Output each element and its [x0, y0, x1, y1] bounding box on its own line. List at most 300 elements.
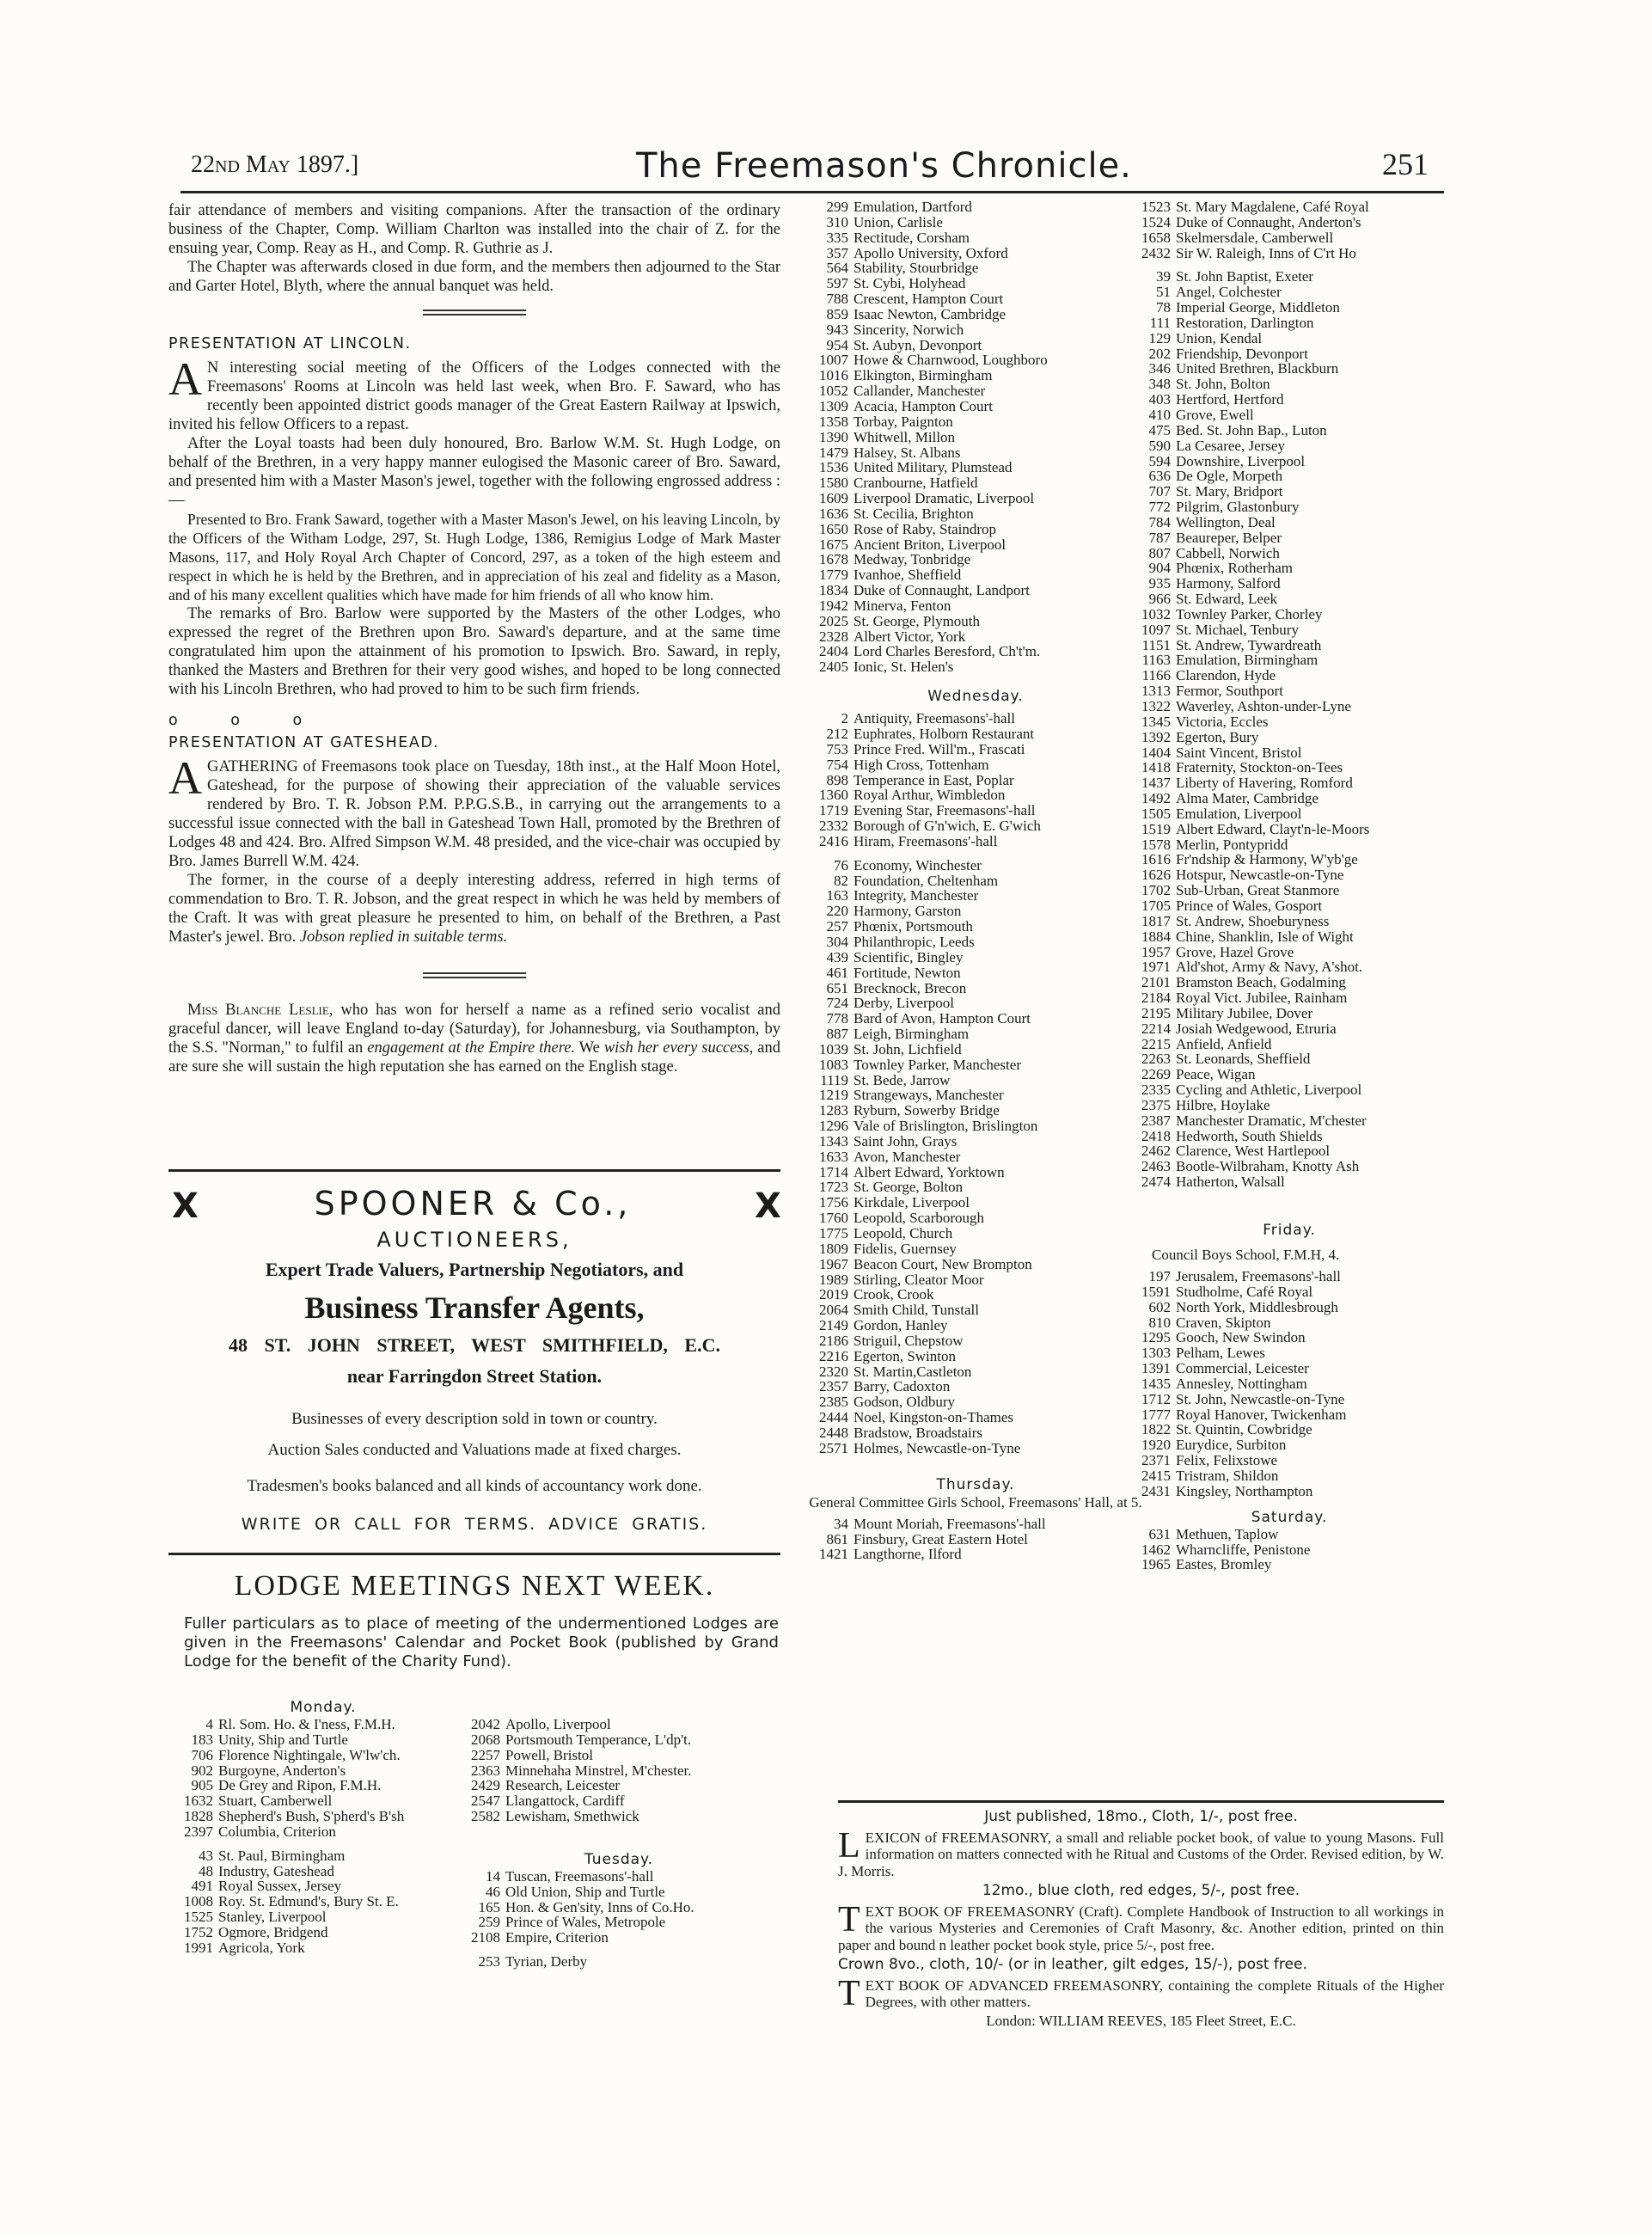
lodge-name-place: Rose of Raby, Staindrop: [854, 520, 997, 537]
lodge-name-place: De Grey and Ripon, F.M.H.: [218, 1777, 382, 1794]
lodge-entry: [804, 475, 1147, 491]
lodge-entry: [804, 430, 1147, 445]
lodge-number: 1083: [819, 1056, 848, 1073]
lodge-number: 861: [826, 1530, 848, 1548]
lodge-entry: [1126, 423, 1453, 438]
lodge-number: 1942: [819, 597, 848, 614]
lodge-entry: [1126, 775, 1453, 791]
lodge-name-place: Emulation, Birmingham: [1176, 652, 1319, 669]
lodge-entry: [804, 1073, 1147, 1088]
lodge-number: 1991: [184, 1939, 213, 1956]
lodge-number: 590: [1148, 437, 1171, 454]
lodge-number: 707: [1148, 483, 1171, 500]
lodge-entry: [804, 506, 1147, 522]
gateshead-p1: [168, 752, 780, 871]
monday-list: [168, 1717, 478, 1956]
lodge-entry: [1126, 791, 1453, 806]
lodge-entry: [1126, 929, 1453, 945]
lodge-number: 1920: [1141, 1437, 1171, 1454]
lodge-entry: [804, 659, 1147, 675]
lodge-name-place: St. George, Bolton: [854, 1179, 964, 1196]
lodge-entry: [1126, 959, 1453, 975]
lodge-name-place: Roy. St. Edmund's, Bury St. E.: [218, 1893, 399, 1910]
lodge-entry: [804, 1257, 1147, 1272]
lodge-name-place: Friendship, Devonport: [1176, 345, 1308, 362]
lodge-name-place: Egerton, Swinton: [854, 1347, 956, 1364]
lodge-name-place: Studholme, Café Royal: [1176, 1283, 1313, 1300]
lodge-entry: [804, 414, 1147, 430]
list-spacer: [456, 1946, 782, 1954]
lodge-entry: [804, 1057, 1147, 1073]
lodge-entry: [804, 818, 1147, 834]
lodge-entry: [1126, 1484, 1453, 1499]
lodge-name-place: Brecknock, Brecon: [854, 979, 967, 996]
ad-b3: Tradesmen's books balanced and all kinds of accountancy work done.: [247, 1477, 702, 1495]
lodge-number: 1479: [819, 444, 848, 461]
lodge-name-place: Hilbre, Hoylake: [1176, 1096, 1270, 1113]
lodge-number: 2397: [184, 1823, 213, 1840]
lodge-entry: [804, 491, 1147, 506]
lodge-entry: [1126, 1315, 1453, 1331]
thursday-list: [804, 1517, 1147, 1563]
lodge-name-place: Hedworth, South Shields: [1176, 1127, 1323, 1144]
lodge-name-place: St. Bede, Jarrow: [854, 1071, 951, 1088]
lodge-number: 724: [826, 995, 848, 1012]
lodge-entry: [168, 1778, 478, 1793]
lodge-number: 772: [1148, 499, 1171, 516]
lodge-name-place: Restoration, Darlington: [1176, 314, 1314, 331]
leslie-text-3: , and are sure she will sustain the high reputation she has earned on the English stage.: [168, 1039, 781, 1076]
lodge-entry: [456, 1885, 782, 1900]
friday-note: Council Boys School, F.M.H, 4.: [1152, 1247, 1340, 1263]
lodge-entry: [456, 1954, 782, 1970]
lodge-entry: [804, 757, 1147, 773]
lodge-entry: [804, 1180, 1147, 1195]
lodge-entry: [456, 1930, 782, 1946]
lodge-name-place: Pelham, Lewes: [1176, 1345, 1265, 1362]
lodge-number: 1777: [1141, 1406, 1171, 1423]
lodge-name-place: Fr'ndship & Harmony, W'yb'ge: [1176, 851, 1358, 868]
lodge-number: 439: [826, 948, 848, 965]
lodge-number: 1505: [1141, 805, 1171, 822]
lodge-name-place: Leopold, Church: [854, 1225, 953, 1241]
lodge-entry: [456, 1778, 782, 1793]
lodge-number: 2025: [819, 612, 848, 629]
lodge-number: 2042: [471, 1716, 500, 1732]
lodge-entry: [804, 996, 1147, 1011]
drop-cap: T: [838, 1899, 860, 1940]
lodge-entry: [804, 1149, 1147, 1165]
lodge-name-place: Godson, Oldbury: [854, 1394, 956, 1411]
lodge-name-place: Royal Sussex, Jersey: [218, 1878, 342, 1895]
lodge-number: 2215: [1141, 1035, 1171, 1052]
lodge-name-place: Old Union, Ship and Turtle: [505, 1883, 665, 1900]
lodge-entry: [1126, 199, 1453, 215]
lodge-name-place: Striguil, Chepstow: [854, 1332, 964, 1349]
lodge-number: 2415: [1141, 1467, 1171, 1484]
lodge-number: 163: [826, 887, 848, 904]
ad-cta: WRITE OR CALL FOR TERMS. ADVICE GRATIS.: [241, 1515, 708, 1534]
lodge-name-place: Scientific, Bingley: [854, 948, 964, 965]
lodge-entry: [1126, 1143, 1453, 1159]
monday-cont-column: [456, 1717, 782, 1970]
lodge-entry: [168, 1848, 478, 1864]
lodge-name-place: Crescent, Hampton Court: [854, 291, 1004, 308]
lodge-entry: [168, 1748, 478, 1763]
lodge-number: 165: [478, 1898, 500, 1915]
lodge-number: 335: [826, 229, 848, 246]
lodge-name-place: Fermor, Southport: [1176, 683, 1283, 700]
lodge-name-place: Eurydice, Surbiton: [1176, 1437, 1287, 1454]
lodge-name-place: Hon. & Gen'sity, Inns of Co.Ho.: [505, 1898, 694, 1915]
left-articles: [168, 201, 780, 1076]
issue-date: 22nd May 1897.]: [191, 151, 359, 178]
lodge-number: 46: [486, 1883, 500, 1900]
lodge-number: 887: [826, 1026, 848, 1043]
lodge-number: 1219: [819, 1087, 848, 1104]
lodge-number: 2571: [819, 1439, 848, 1456]
lodge-entry: [804, 1302, 1147, 1318]
lodge-name-place: Fraternity, Stockton-on-Tees: [1176, 759, 1343, 776]
lodge-number: 1303: [1141, 1345, 1171, 1362]
lodge-entry: [804, 1379, 1147, 1394]
leslie-italic-1: engagement at the Empire there.: [367, 1039, 576, 1057]
lodge-entry: [804, 1241, 1147, 1257]
lodge-entry: [1126, 591, 1453, 607]
lodge-name-place: Jerusalem, Freemasons'-hall: [1176, 1268, 1341, 1284]
lodge-name-place: Egerton, Bury: [1176, 728, 1259, 745]
lodge-name-place: Euphrates, Holborn Restaurant: [854, 726, 1035, 742]
lodge-entry: [804, 935, 1147, 950]
lodge-entry: [1126, 1113, 1453, 1129]
lodge-name-place: Ryburn, Sowerby Bridge: [854, 1102, 1000, 1119]
lodge-entry: [168, 1763, 478, 1779]
lodge-entry: [1126, 822, 1453, 837]
drop-cap: A: [168, 353, 202, 405]
lodge-number: 212: [826, 726, 848, 742]
lodge-number: 1313: [1141, 683, 1171, 700]
lodge-number: 1834: [819, 582, 848, 599]
lodge-entry: [804, 1394, 1147, 1410]
lodge-name-place: Langthorne, Ilford: [854, 1546, 962, 1563]
lodge-number: 631: [1148, 1525, 1171, 1542]
lodge-entry: [1126, 300, 1453, 316]
lodge-name-place: Union, Kendal: [1176, 329, 1263, 346]
lodge-entry: [1126, 1407, 1453, 1423]
lodge-number: 1678: [819, 551, 848, 568]
lodge-number: 807: [1148, 544, 1171, 561]
lodge-number: 2068: [471, 1731, 500, 1748]
section-divider: [423, 314, 526, 316]
lodge-number: 651: [826, 979, 848, 996]
lodge-entry: [456, 1748, 782, 1763]
lodge-number: 1632: [184, 1793, 213, 1810]
lodge-entry: [804, 1011, 1147, 1027]
lodge-entry: [456, 1732, 782, 1748]
lodge-entry: [804, 1165, 1147, 1180]
lodge-number: 1884: [1141, 928, 1171, 945]
lodge-number: 1421: [819, 1546, 848, 1563]
lodge-entry: [804, 788, 1147, 803]
lodge-entry: [804, 904, 1147, 919]
monday-column: [168, 1698, 478, 1956]
ad-near: near Farringdon Street Station.: [346, 1365, 603, 1387]
lodge-entry: [1126, 361, 1453, 377]
lodge-number: 1675: [819, 536, 848, 553]
lodge-entry: [804, 246, 1147, 261]
lodge-name-place: Bradstow, Broadstairs: [854, 1424, 982, 1441]
lodge-name-place: St. Quintin, Cowbridge: [1176, 1421, 1312, 1438]
lodge-number: 1523: [1141, 199, 1171, 215]
lodge-name-place: Vale of Brislington, Brislington: [854, 1118, 1038, 1135]
lodge-entry: [804, 1103, 1147, 1118]
lodge-number: 1633: [819, 1148, 848, 1165]
lodge-name-place: Burgoyne, Anderton's: [218, 1762, 346, 1779]
ad-b1: Businesses of every description sold in town or country.: [291, 1410, 658, 1428]
gateshead-p1-text: GATHERING of Freemasons took place on Tuesday, 18th inst., at the Half Moon Hotel, Gateshead, for the purpose of showing their appreciation of the valuable services rendered by Bro. T. R. Jobson P.M. P.P.G.S.B., in carrying out the arrangements to a successful issue connected with the ball in Gateshead Town Hall, promoted by the Brethren of Lodges 48 and 424. Bro. Alfred Simpson W.M. 48 presided, and the vice-chair was occupied by Bro. James Burrell W.M. 424.: [168, 758, 780, 870]
lodge-name-place: Prince Fred. Will'm., Frascati: [854, 740, 1025, 757]
lodge-entry: [1126, 638, 1453, 653]
tuesday-list: [456, 1869, 782, 1970]
lodge-number: 706: [191, 1746, 213, 1763]
lodge-name-place: Manchester Dramatic, M'chester: [1176, 1112, 1367, 1129]
lodge-entry: [804, 537, 1147, 553]
lodge-name-place: St. John, Newcastle-on-Tyne: [1176, 1390, 1345, 1407]
lodge-name-place: St. Aubyn, Devonport: [854, 336, 982, 353]
lodge-number: 1525: [184, 1909, 213, 1926]
lodge-entry: [804, 598, 1147, 614]
lodge-number: 1705: [1141, 897, 1171, 914]
wednesday-list: [804, 711, 1147, 1456]
ad-top-rule: [168, 1169, 780, 1172]
lodge-number: 1391: [1141, 1360, 1171, 1377]
lodge-entry: [804, 1517, 1147, 1532]
lodge-name-place: Acacia, Hampton Court: [854, 397, 993, 414]
ad-line2: Expert Trade Valuers, Partnership Negotiators, and: [265, 1259, 684, 1280]
lodge-entry: [1126, 898, 1453, 914]
lodge-name-place: Ivanhoe, Sheffield: [854, 567, 962, 584]
lodge-number: 810: [1148, 1314, 1171, 1331]
lodge-name-place: Hertford, Hertford: [1176, 391, 1284, 408]
lodge-number: 1008: [184, 1893, 213, 1910]
lodge-entry: [1126, 1006, 1453, 1021]
lodge-entry: [1126, 346, 1453, 362]
gateshead-p2-italic: Jobson replied in suitable terms.: [299, 929, 508, 946]
lodge-number: 1828: [184, 1808, 213, 1825]
lodge-number: 2149: [819, 1317, 848, 1334]
lodge-entry: [168, 1909, 478, 1925]
lodge-number: 1345: [1141, 713, 1171, 730]
lodge-entry: [1126, 914, 1453, 929]
lodge-number: 898: [826, 771, 848, 788]
lodge-number: 2263: [1141, 1051, 1171, 1068]
lodge-name-place: Stanley, Liverpool: [218, 1909, 327, 1926]
books-ad: [838, 1809, 1444, 2029]
lodge-name-place: Apollo, Liverpool: [505, 1716, 611, 1732]
lodge-number: 1007: [819, 352, 848, 369]
lodge-name-place: De Ogle, Morpeth: [1176, 468, 1283, 485]
lodge-name-place: Eastes, Bromley: [1176, 1556, 1272, 1573]
textbook-ad: [838, 1899, 1444, 1954]
lodge-entry: [1126, 269, 1453, 285]
lodge-name-place: Strangeways, Manchester: [854, 1087, 1004, 1104]
lodge-number: 2: [841, 710, 848, 727]
newspaper-title: The Freemason's Chronicle.: [636, 146, 1132, 186]
lodge-name-place: Gordon, Hanley: [854, 1317, 948, 1334]
lodge-name-place: Barry, Cadoxton: [854, 1378, 951, 1395]
lodge-entry: [168, 1925, 478, 1940]
lodge-number: 491: [191, 1878, 213, 1895]
lodge-intro: Fuller particulars as to place of meeting of the undermentioned Lodges are given in the Freemasons' Calendar and Pocket Book (published by Grand Lodge for the benefit of the Charity Fund).: [184, 1615, 779, 1670]
lodge-name-place: Military Jubilee, Dover: [1176, 1004, 1313, 1021]
lodge-number: 594: [1148, 452, 1171, 469]
lodge-name-place: Albert Edward, Yorktown: [854, 1163, 1005, 1180]
lodge-entry: [1126, 377, 1453, 392]
lodge-name-place: Josiah Wedgewood, Etruria: [1176, 1020, 1337, 1037]
lodge-number: 82: [834, 872, 848, 889]
lodge-number: 2375: [1141, 1096, 1171, 1113]
lodge-name-place: Liverpool Dramatic, Liverpool: [854, 490, 1035, 507]
lodge-entry: [1126, 1330, 1453, 1345]
lodge-entry: [1126, 576, 1453, 591]
lodge-name-place: Beacon Court, New Brompton: [854, 1255, 1032, 1272]
saturday-heading: Saturday.: [1251, 1508, 1328, 1526]
lodge-name-place: Phœnix, Portsmouth: [854, 918, 973, 935]
lodge-name-place: Fortitude, Newton: [854, 964, 961, 981]
lodge-entry: [1126, 852, 1453, 867]
lodge-number: 1462: [1141, 1541, 1171, 1558]
lodge-name-place: Borough of G'n'wich, E. G'wich: [854, 818, 1041, 835]
lodge-number: 1578: [1141, 836, 1171, 853]
lodge-entry: [1126, 730, 1453, 745]
lodge-name-place: Medway, Tonbridge: [854, 551, 971, 568]
lodge-name-place: Methuen, Taplow: [1176, 1525, 1279, 1542]
lodge-number: 1322: [1141, 698, 1171, 714]
lodge-number: 1650: [819, 520, 848, 537]
lodge-name-place: St. Mary Magdalene, Café Royal: [1176, 199, 1369, 215]
lodge-number: 2269: [1141, 1066, 1171, 1083]
lodge-name-place: St. George, Plymouth: [854, 612, 981, 629]
lodge-name-place: Union, Carlisle: [854, 213, 943, 230]
lodge-number: 346: [1148, 360, 1171, 377]
ad-firm-name: SPOONER & Co.,: [314, 1185, 632, 1223]
lodge-number: 1309: [819, 397, 848, 414]
lodge-name-place: Duke of Connaught, Landport: [854, 582, 1030, 599]
lodge-entry: [804, 230, 1147, 246]
lodge-entry: [1126, 607, 1453, 622]
lodge-number: 348: [1148, 376, 1171, 393]
lodge-entry: [1126, 561, 1453, 576]
lincoln-heading: PRESENTATION AT LINCOLN.: [168, 335, 412, 352]
lodge-entry: [1126, 653, 1453, 668]
lodge-number: 2463: [1141, 1158, 1171, 1175]
lodge-number: 2416: [819, 832, 848, 849]
lodge-number: 1809: [819, 1240, 848, 1257]
lodge-name-place: Lord Charles Beresford, Ch't'm.: [854, 643, 1041, 660]
lodge-name-place: Skelmersdale, Camberwell: [1176, 229, 1334, 246]
lodge-name-place: St. Andrew, Shoeburyness: [1176, 912, 1330, 929]
gateshead-p2: [168, 871, 780, 947]
lodge-number: 1519: [1141, 820, 1171, 837]
section-divider: [423, 310, 526, 311]
lodge-number: 2214: [1141, 1020, 1171, 1037]
lodge-entry: [1126, 1361, 1453, 1376]
lodge-number: 859: [826, 305, 848, 322]
lodge-name-place: High Cross, Tottenham: [854, 756, 989, 773]
lodge-entry: [804, 965, 1147, 981]
page-number: 251: [1382, 147, 1429, 181]
lodge-number: 788: [826, 291, 848, 308]
lodge-name-place: Imperial George, Middleton: [1176, 299, 1340, 316]
lodge-entry: [1126, 760, 1453, 775]
lodge-name-place: Felix, Felixstowe: [1176, 1452, 1278, 1469]
lodge-number: 1775: [819, 1225, 848, 1241]
ad-line3: Business Transfer Agents,: [304, 1290, 645, 1325]
lodge-entry: [168, 1864, 478, 1879]
chapter-text: fair attendance of members and visiting companions. After the transaction of the ordinary business of the Chapter, Comp. William Charlton was installed into the chair of Z. for the ensuing year, Comp. Reay as H., and Comp. R. Guthrie as J.: [168, 202, 780, 257]
header-rule: [180, 191, 1444, 193]
lodge-number: 51: [1156, 284, 1171, 301]
lodge-name-place: Elkington, Birmingham: [854, 367, 993, 384]
lodge-number: 1358: [819, 413, 848, 430]
lodge-entry: [804, 338, 1147, 353]
lodge-name-place: Royal Arthur, Wimbledon: [854, 787, 1006, 804]
lodge-number: 1712: [1141, 1390, 1171, 1407]
lodge-name-place: Lewisham, Smethwick: [505, 1808, 639, 1825]
lodge-name-place: Prince of Wales, Gosport: [1176, 897, 1323, 914]
lodge-number: 357: [826, 244, 848, 261]
lodge-number: 1714: [819, 1163, 848, 1180]
lodge-entry: [804, 1364, 1147, 1380]
lodge-number: 1492: [1141, 790, 1171, 807]
lodge-name-place: Hotspur, Newcastle-on-Tyne: [1176, 867, 1344, 884]
monday-heading: Monday.: [290, 1699, 357, 1716]
lodge-entry: [1126, 699, 1453, 714]
lodge-number: 257: [826, 918, 848, 935]
lodge-number: 2462: [1141, 1143, 1171, 1160]
lodge-entry: [804, 1318, 1147, 1333]
lodge-name-place: Callander, Manchester: [854, 383, 986, 400]
lodge-entry: [804, 322, 1147, 338]
lodge-entry: [168, 1894, 478, 1909]
lodge-name-place: Ancient Briton, Liverpool: [854, 536, 1006, 553]
lodge-name-place: Cranbourne, Hatfield: [854, 475, 978, 492]
lodge-number: 2385: [819, 1394, 848, 1411]
lodge-name-place: Finsbury, Great Eastern Hotel: [854, 1530, 1028, 1548]
lodge-entry: [804, 1287, 1147, 1302]
lodge-name-place: Apollo University, Oxford: [854, 244, 1008, 261]
lodge-name-place: Royal Hanover, Twickenham: [1176, 1406, 1347, 1423]
lodge-name-place: Emulation, Liverpool: [1176, 805, 1302, 822]
lodge-number: 1609: [819, 490, 848, 507]
lodge-name-place: Pilgrim, Glastonbury: [1176, 499, 1300, 516]
lodge-name-place: St. Martin,Castleton: [854, 1363, 972, 1380]
friday-heading: Friday.: [1263, 1222, 1316, 1239]
lodge-number: 4: [205, 1716, 213, 1732]
lodge-name-place: Clarence, West Hartlepool: [1176, 1143, 1331, 1160]
lodge-number: 943: [826, 321, 848, 338]
lodge-number: 2195: [1141, 1004, 1171, 1021]
lodge-number: 905: [191, 1777, 213, 1794]
lodge-number: 1536: [819, 459, 848, 476]
lodge-entry: [456, 1915, 782, 1930]
lodge-number: 43: [199, 1847, 213, 1864]
lodge-entry: [1126, 867, 1453, 883]
lodge-name-place: Avon, Manchester: [854, 1148, 961, 1165]
lodge-entry: [804, 460, 1147, 475]
lodge-name-place: Bramston Beach, Godalming: [1176, 974, 1346, 991]
lodge-entry: [1126, 1392, 1453, 1407]
